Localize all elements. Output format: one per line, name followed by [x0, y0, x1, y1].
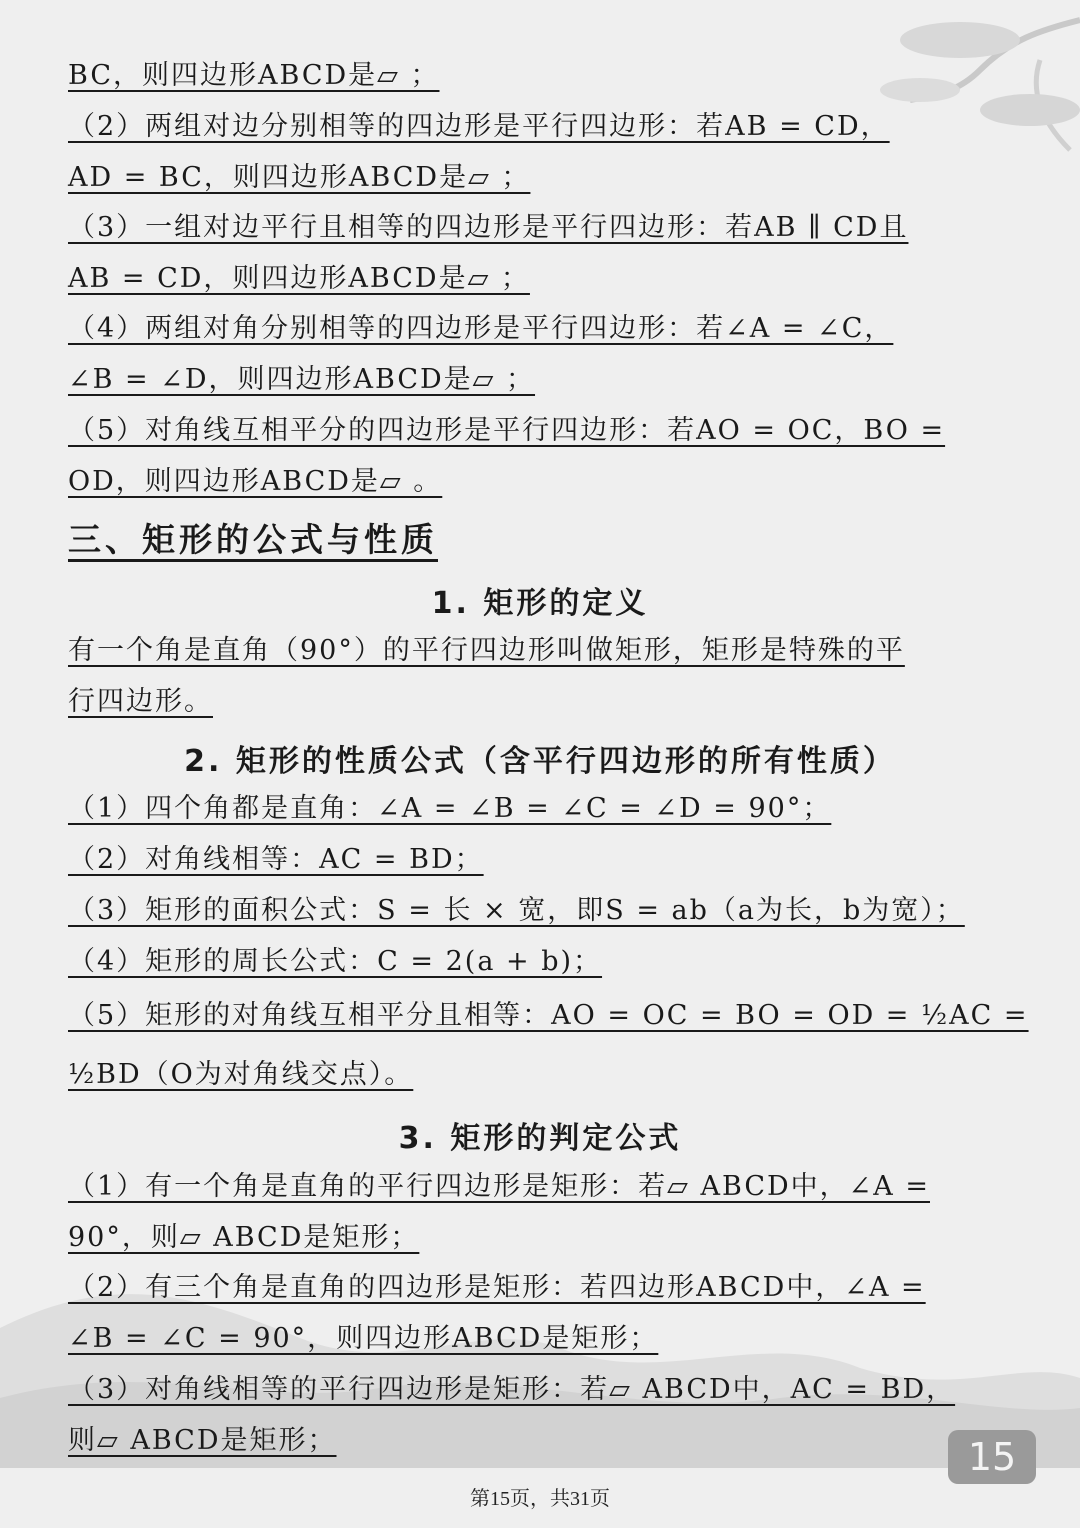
text-line: （2）两组对边分别相等的四边形是平行四边形：若AB = CD，: [68, 111, 890, 142]
judgement-line: 90°，则▱ ABCD是矩形；: [68, 1222, 420, 1253]
judgement-line: （2）有三个角是直角的四边形是矩形：若四边形ABCD中，∠A =: [68, 1272, 926, 1303]
definition-line: 行四边形。: [68, 686, 213, 717]
judgement-line: （3）对角线相等的平行四边形是矩形：若▱ ABCD中，AC = BD，: [68, 1374, 956, 1405]
property-line: ½BD（O为对角线交点）。: [68, 1059, 414, 1090]
text-line: AB = CD，则四边形ABCD是▱ ；: [68, 263, 530, 294]
definition-line: 有一个角是直角（90°）的平行四边形叫做矩形，矩形是特殊的平: [68, 635, 905, 666]
section-heading: 三、矩形的公式与性质: [68, 520, 438, 559]
judgement-title: 3. 矩形的判定公式: [398, 1121, 682, 1156]
text-line: AD = BC，则四边形ABCD是▱ ；: [68, 162, 531, 193]
property-line: （4）矩形的周长公式：C = 2(a + b)；: [68, 946, 603, 977]
text-line: ∠B = ∠D，则四边形ABCD是▱ ；: [68, 364, 536, 395]
page-number-badge: 15: [948, 1430, 1036, 1484]
text-line: （4）两组对角分别相等的四边形是平行四边形：若∠A = ∠C，: [68, 313, 894, 344]
text-line: BC，则四边形ABCD是▱ ；: [68, 60, 440, 91]
text-line: OD，则四边形ABCD是▱ 。: [68, 466, 443, 497]
properties-title: 2. 矩形的性质公式（含平行四边形的所有性质）: [184, 744, 896, 779]
text-line: （3）一组对边平行且相等的四边形是平行四边形：若AB ∥ CD且: [68, 212, 909, 243]
property-line: （1）四个角都是直角：∠A = ∠B = ∠C = ∠D = 90°；: [68, 793, 832, 824]
definition-title: 1. 矩形的定义: [431, 586, 649, 621]
judgement-line: 则▱ ABCD是矩形；: [68, 1425, 337, 1456]
page-footer: 第15页，共31页: [470, 1488, 610, 1510]
property-line: （5）矩形的对角线互相平分且相等：AO = OC = BO = OD = ½AC =: [68, 1000, 1029, 1031]
text-line: （5）对角线互相平分的四边形是平行四边形：若AO = OC，BO =: [68, 415, 946, 446]
judgement-line: （1）有一个角是直角的平行四边形是矩形：若▱ ABCD中，∠A =: [68, 1171, 930, 1202]
property-line: （3）矩形的面积公式：S = 长 × 宽，即S = ab（a为长，b为宽）；: [68, 895, 965, 926]
judgement-line: ∠B = ∠C = 90°，则四边形ABCD是矩形；: [68, 1323, 659, 1354]
property-line: （2）对角线相等：AC = BD；: [68, 844, 484, 875]
